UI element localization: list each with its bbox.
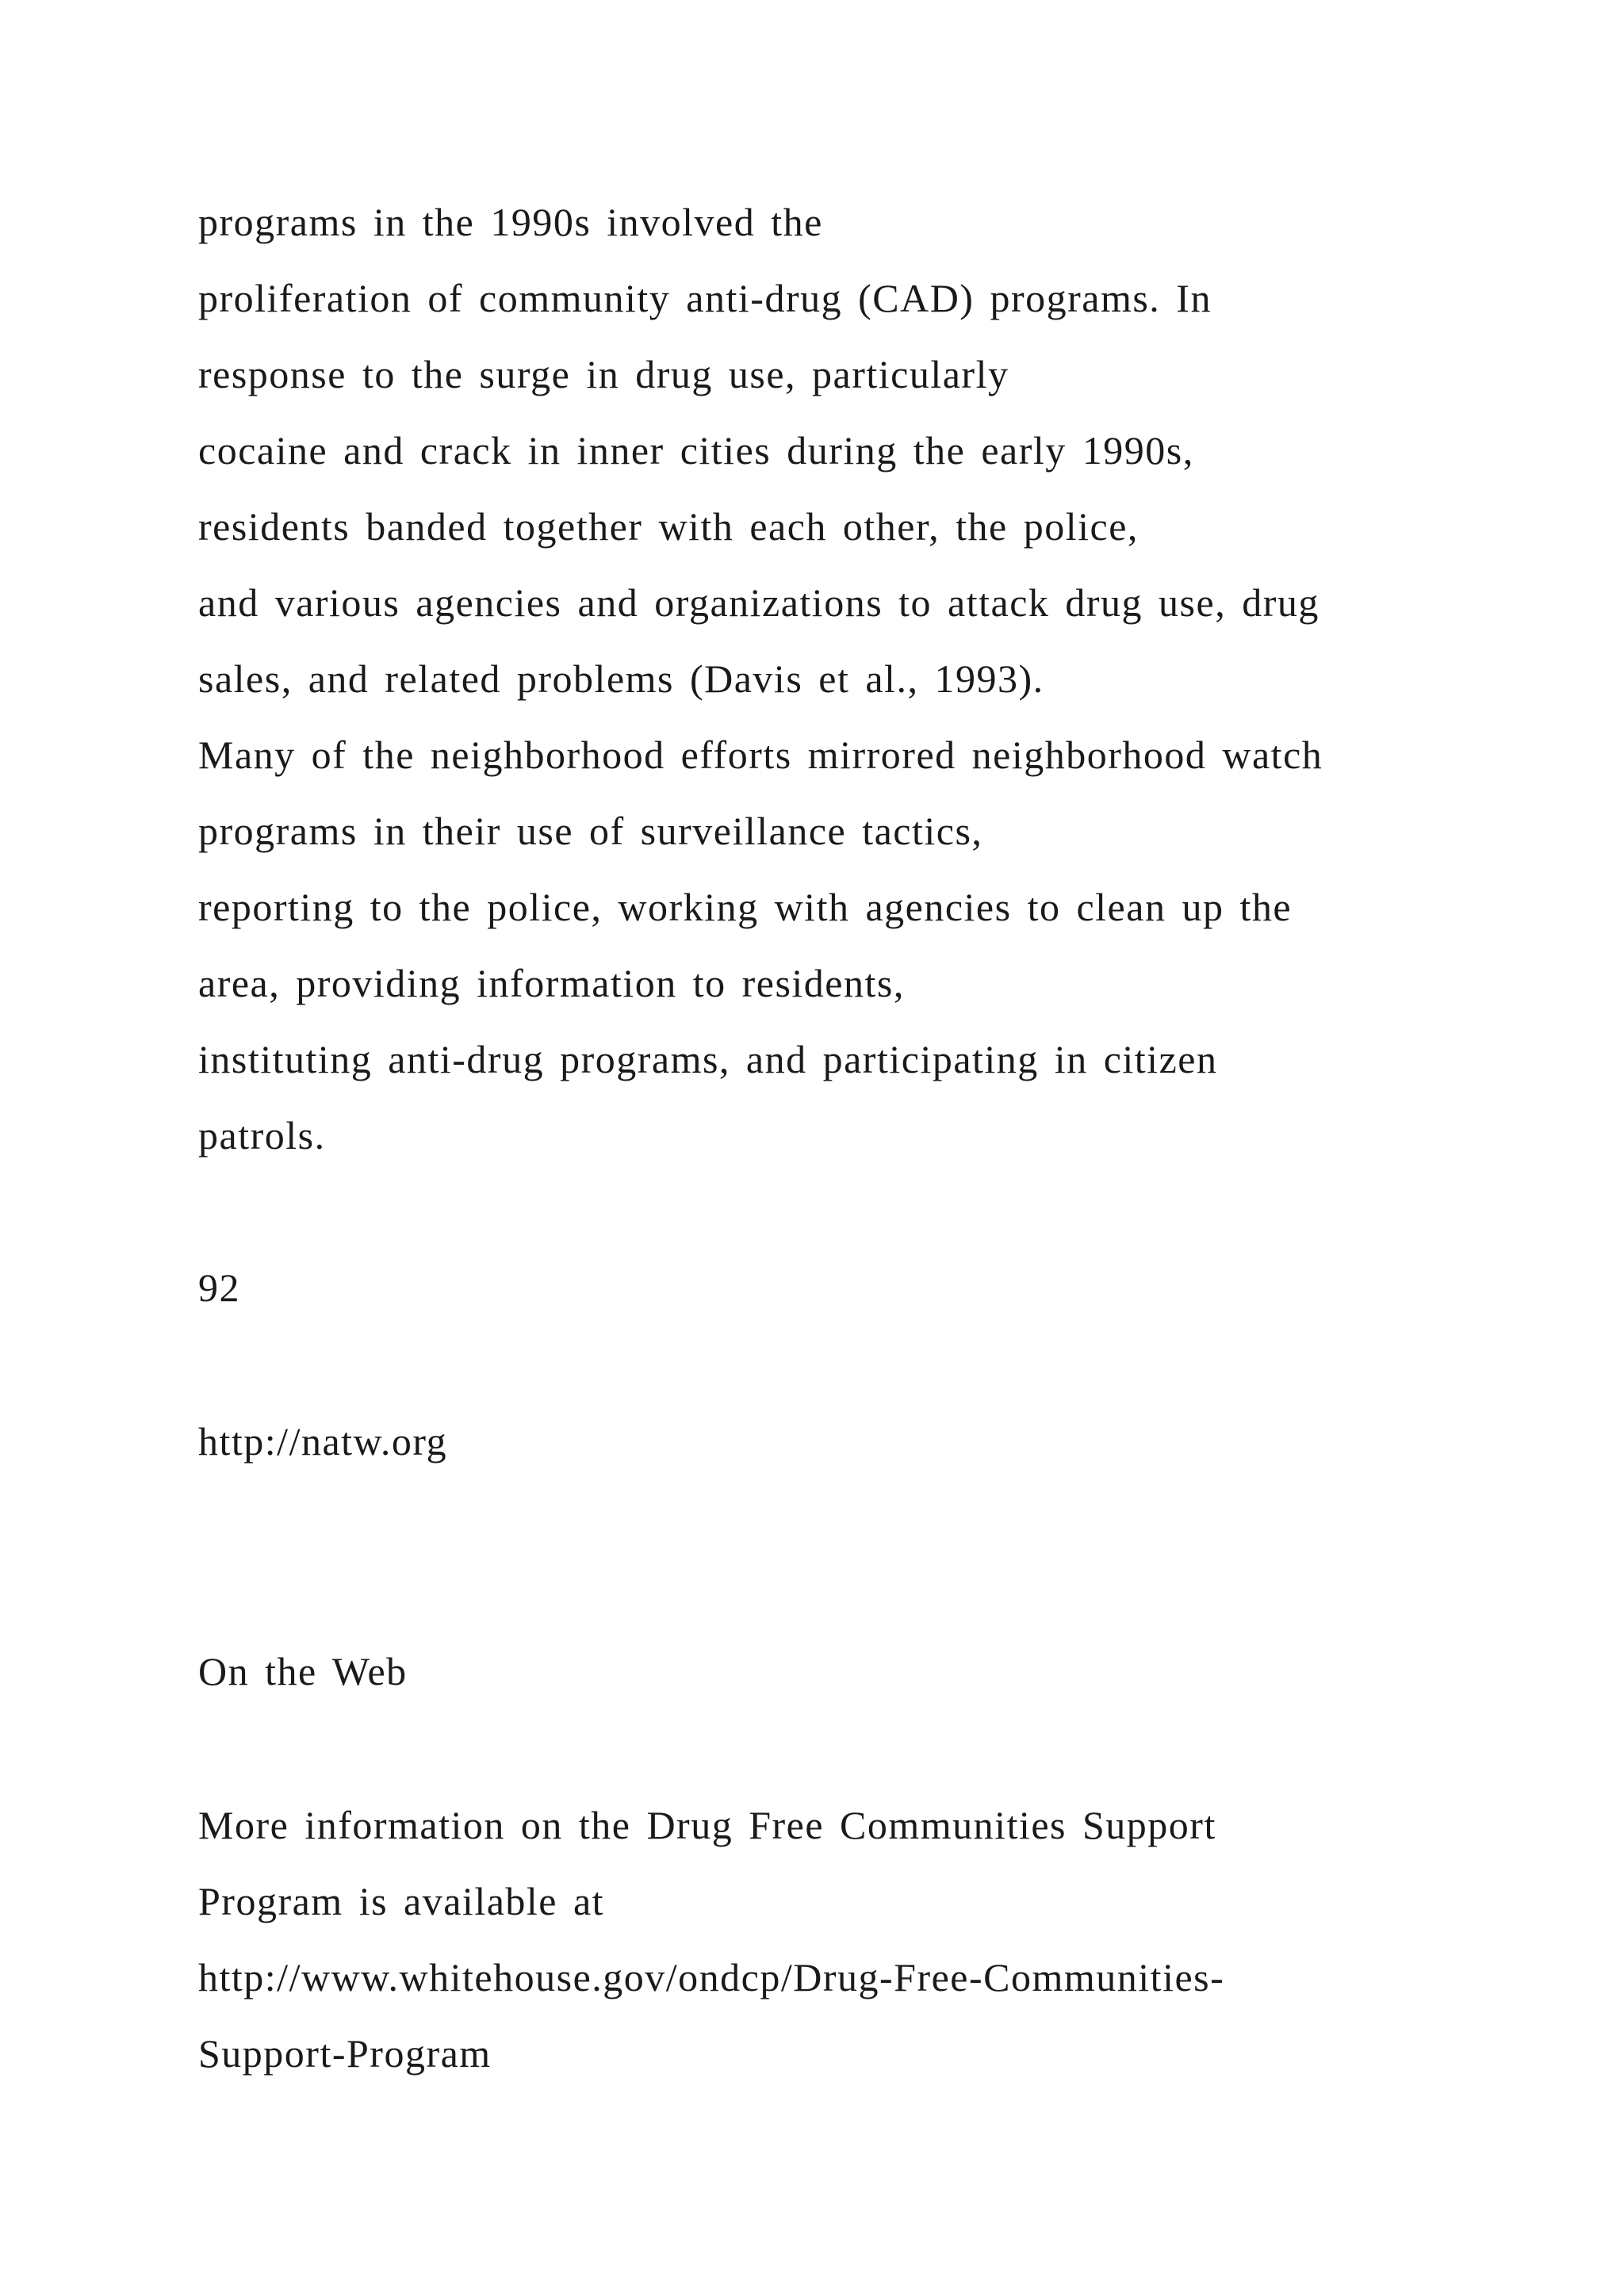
whitehouse-link-continued[interactable]: Support-Program — [198, 2031, 492, 2076]
body-line: sales, and related problems (Davis et al., 1993). — [198, 656, 1044, 701]
web-info-line: More information on the Drug Free Communities Support — [198, 1803, 1216, 1847]
whitehouse-link[interactable]: http://www.whitehouse.gov/ondcp/Drug-Free-Communities- — [198, 1955, 1225, 1999]
body-line: cocaine and crack in inner cities during the early 1990s, — [198, 428, 1194, 473]
page-number: 92 — [198, 1265, 240, 1310]
body-line: programs in their use of surveillance tactics, — [198, 809, 983, 853]
body-line: proliferation of community anti-drug (CAD) programs. In — [198, 276, 1212, 320]
body-line: Many of the neighborhood efforts mirrored neighborhood watch — [198, 733, 1323, 777]
section-heading: On the Web — [198, 1649, 408, 1693]
body-line: reporting to the police, working with agencies to clean up the — [198, 885, 1293, 929]
natw-link[interactable]: http://natw.org — [198, 1419, 448, 1464]
body-line: residents banded together with each other, the police, — [198, 504, 1139, 549]
body-line: patrols. — [198, 1113, 326, 1158]
body-line: and various agencies and organizations to attack drug use, drug — [198, 580, 1320, 625]
body-line: response to the surge in drug use, particularly — [198, 352, 1009, 396]
body-line: programs in the 1990s involved the — [198, 200, 823, 244]
body-line: instituting anti-drug programs, and participating in citizen — [198, 1037, 1218, 1081]
web-info-line: Program is available at — [198, 1879, 605, 1923]
body-line: area, providing information to residents, — [198, 961, 905, 1005]
